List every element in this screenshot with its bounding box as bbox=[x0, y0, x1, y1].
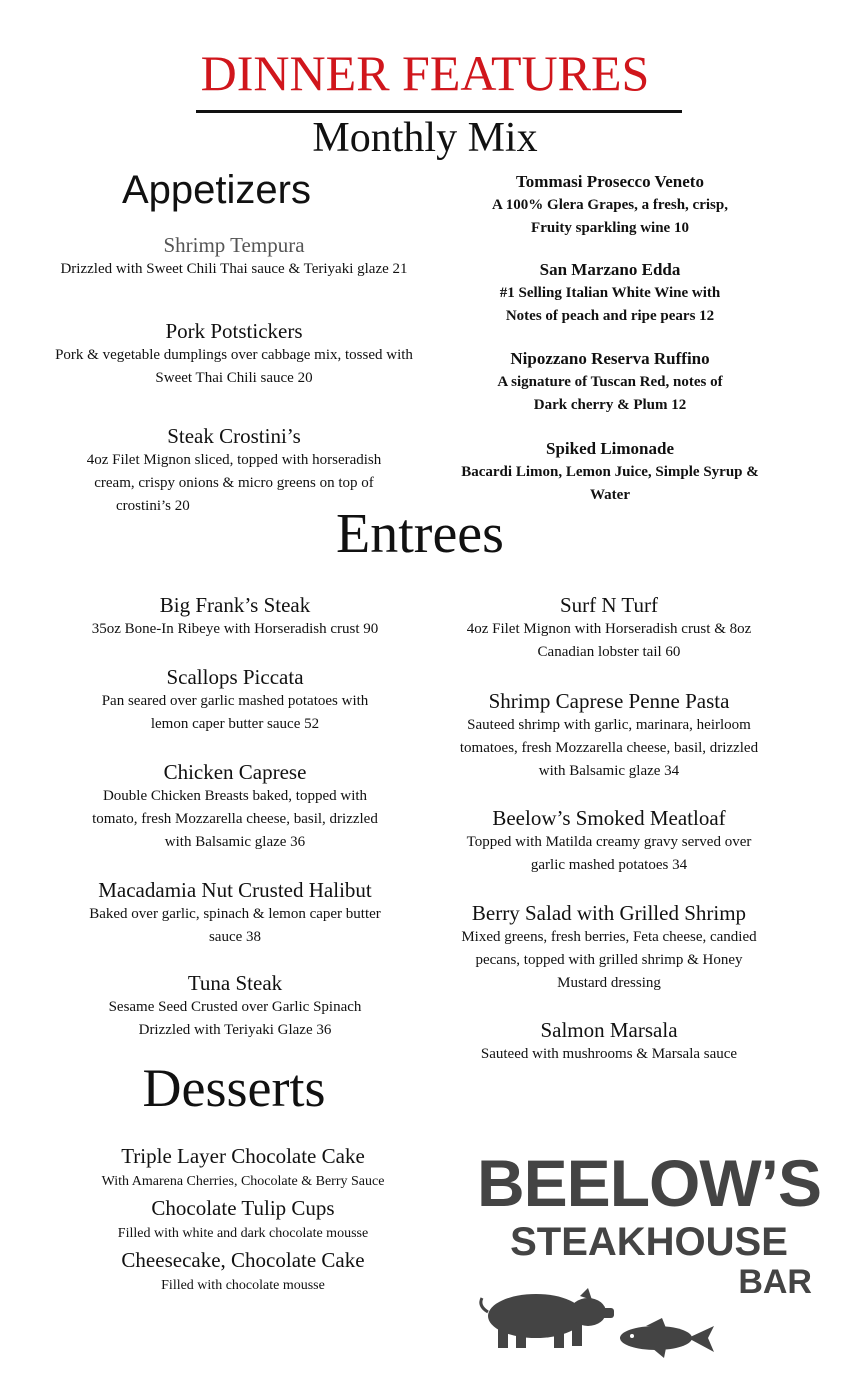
dessert-name: Triple Layer Chocolate Cake bbox=[121, 1144, 365, 1168]
drink-name: Spiked Limonade bbox=[545, 439, 674, 458]
entree-desc-line: 35oz Bone-In Ribeye with Horseradish crust 90 bbox=[91, 621, 379, 637]
entree-item bbox=[50, 877, 420, 949]
drink-desc-line: Notes of peach and ripe pears 12 bbox=[505, 308, 715, 324]
drink-desc-line: A signature of Tuscan Red, notes of bbox=[497, 374, 723, 390]
entree-desc-line: Drizzled with Teriyaki Glaze 36 bbox=[138, 1022, 332, 1038]
entree-item bbox=[424, 805, 794, 877]
drink-item bbox=[432, 170, 788, 240]
entree-desc-line: Canadian lobster tail 60 bbox=[537, 644, 681, 660]
appetizer-desc: Drizzled with Sweet Chili Thai sauce & Teriyaki glaze 21 bbox=[60, 261, 408, 277]
entree-name: Chicken Caprese bbox=[163, 760, 307, 784]
entree-desc-line: tomato, fresh Mozzarella cheese, basil, drizzled bbox=[92, 811, 378, 827]
entree-desc-line: pecans, topped with grilled shrimp & Honey bbox=[475, 952, 743, 968]
drink-item bbox=[432, 258, 788, 328]
dessert-desc: With Amarena Cherries, Chocolate & Berry Sauce bbox=[101, 1174, 385, 1189]
appetizer-item bbox=[50, 318, 418, 390]
entree-name: Salmon Marsala bbox=[540, 1018, 678, 1042]
drink-name: Nipozzano Reserva Ruffino bbox=[510, 349, 710, 368]
drink-desc-line: #1 Selling Italian White Wine with bbox=[499, 285, 721, 301]
entree-name: Tuna Steak bbox=[187, 971, 283, 995]
logo-line-1: BEELOW’S bbox=[476, 1146, 821, 1220]
appetizer-desc-line: 4oz Filet Mignon sliced, topped with horseradish bbox=[86, 452, 382, 468]
entree-name: Surf N Turf bbox=[559, 593, 659, 617]
menu-title: DINNER FEATURES bbox=[200, 45, 650, 101]
drink-item bbox=[432, 347, 788, 417]
entree-item bbox=[50, 759, 420, 854]
entree-desc-line: Double Chicken Breasts baked, topped with bbox=[102, 788, 368, 804]
appetizer-desc: Pork & vegetable dumplings over cabbage mix, tossed with Sweet Thai Chili sauce 20 bbox=[55, 347, 413, 386]
entree-name: Big Frank’s Steak bbox=[159, 593, 311, 617]
entree-name: Berry Salad with Grilled Shrimp bbox=[471, 901, 747, 925]
dessert-desc: Filled with white and dark chocolate mousse bbox=[117, 1226, 369, 1241]
drink-name: Tommasi Prosecco Veneto bbox=[516, 172, 704, 191]
entree-name: Scallops Piccata bbox=[166, 665, 304, 689]
drink-desc-line: Water bbox=[590, 487, 630, 503]
dessert-name: Chocolate Tulip Cups bbox=[151, 1196, 335, 1220]
appetizer-desc-line: cream, crispy onions & micro greens on top of bbox=[94, 475, 374, 491]
logo-line-2: STEAKHOUSE bbox=[510, 1220, 788, 1264]
desserts-heading: Desserts bbox=[142, 1058, 326, 1118]
pig-fish-icon bbox=[476, 1286, 726, 1368]
entree-name: Shrimp Caprese Penne Pasta bbox=[488, 689, 730, 713]
entree-desc-line: garlic mashed potatoes 34 bbox=[530, 857, 688, 873]
appetizer-name: Steak Crostini’s bbox=[167, 424, 301, 448]
drink-item bbox=[432, 437, 788, 507]
appetizer-desc-line: crostini’s 20 bbox=[116, 498, 190, 514]
entree-desc-line: Baked over garlic, spinach & lemon caper butter bbox=[89, 906, 381, 922]
dessert-list bbox=[50, 1143, 436, 1299]
drink-name: San Marzano Edda bbox=[539, 260, 681, 279]
menu-subtitle: Monthly Mix bbox=[312, 115, 538, 161]
entree-item bbox=[424, 1017, 794, 1066]
appetizer-name: Pork Potstickers bbox=[165, 319, 303, 343]
logo-line-3: BAR bbox=[738, 1263, 812, 1301]
entree-desc-line: Sesame Seed Crusted over Garlic Spinach bbox=[108, 999, 362, 1015]
drink-desc-line: Dark cherry & Plum 12 bbox=[533, 397, 687, 413]
entree-desc-line: Sauteed shrimp with garlic, marinara, heirloom bbox=[467, 717, 751, 733]
drink-desc-line: Fruity sparkling wine 10 bbox=[531, 220, 689, 236]
entree-name: Beelow’s Smoked Meatloaf bbox=[492, 806, 726, 830]
dessert-name: Cheesecake, Chocolate Cake bbox=[121, 1248, 365, 1272]
entree-item bbox=[424, 900, 794, 995]
entree-desc-line: Mustard dressing bbox=[557, 975, 661, 991]
entree-desc-line: Sauteed with mushrooms & Marsala sauce bbox=[480, 1046, 738, 1062]
appetizer-item bbox=[50, 232, 418, 281]
drink-desc-line: A 100% Glera Grapes, a fresh, crisp, bbox=[492, 197, 728, 213]
appetizer-name: Shrimp Tempura bbox=[163, 233, 305, 257]
entree-item bbox=[50, 970, 420, 1042]
entree-desc-line: lemon caper butter sauce 52 bbox=[150, 716, 320, 732]
entree-desc-line: tomatoes, fresh Mozzarella cheese, basil, drizzled bbox=[459, 740, 759, 756]
entree-item bbox=[424, 592, 794, 664]
entree-item bbox=[50, 664, 420, 736]
entrees-heading: Entrees bbox=[336, 503, 504, 565]
dessert-desc: Filled with chocolate mousse bbox=[161, 1278, 325, 1293]
entree-desc-line: Mixed greens, fresh berries, Feta cheese, candied bbox=[461, 929, 757, 945]
appetizers-heading: Appetizers bbox=[122, 168, 311, 212]
title-divider bbox=[196, 110, 682, 113]
entree-item bbox=[424, 688, 794, 783]
entree-desc-line: Topped with Matilda creamy gravy served over bbox=[466, 834, 752, 850]
entree-desc-line: with Balsamic glaze 34 bbox=[538, 763, 680, 779]
entree-desc-line: with Balsamic glaze 36 bbox=[164, 834, 306, 850]
entree-desc-line: sauce 38 bbox=[208, 929, 262, 945]
drink-desc-line: Bacardi Limon, Lemon Juice, Simple Syrup & bbox=[461, 464, 759, 480]
entree-item bbox=[50, 592, 420, 641]
entree-desc-line: 4oz Filet Mignon with Horseradish crust & 8oz bbox=[466, 621, 752, 637]
entree-desc-line: Pan seared over garlic mashed potatoes with bbox=[101, 693, 369, 709]
beelows-logo bbox=[468, 1148, 830, 1368]
entree-name: Macadamia Nut Crusted Halibut bbox=[98, 878, 372, 902]
